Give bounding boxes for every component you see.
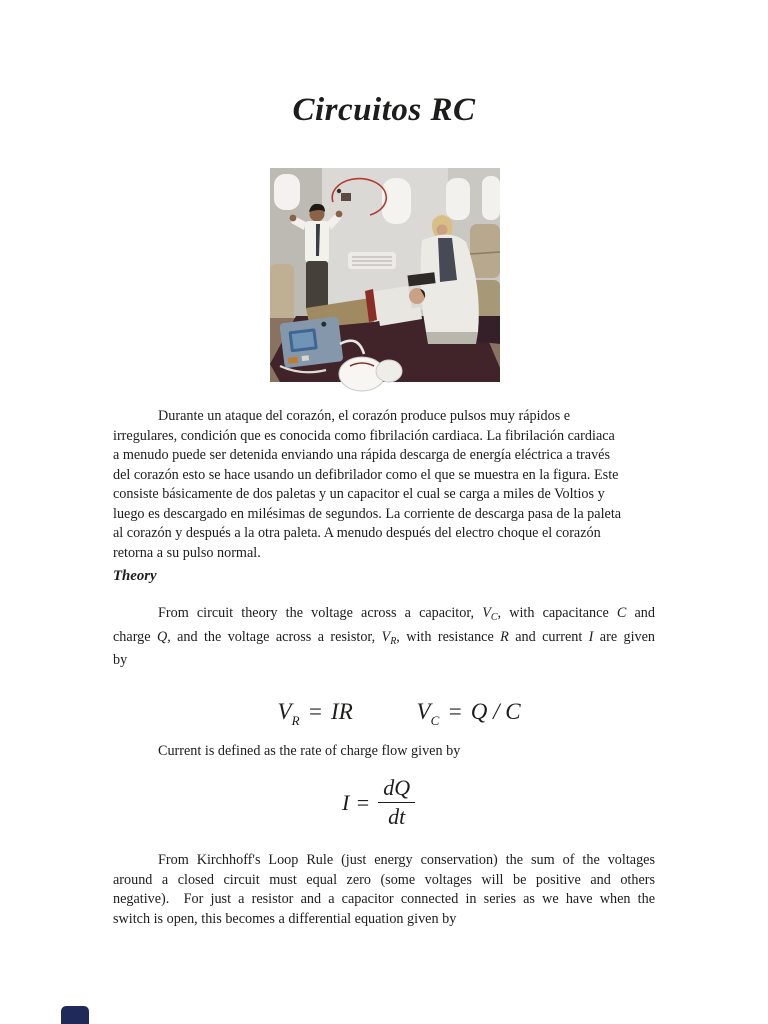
theory-heading: Theory [113, 568, 157, 584]
page-title: Circuitos RC [292, 92, 476, 128]
text-line: negative). For just a resistor and a capacitor connected in series as we have when the [113, 891, 655, 907]
equation-equals: = [355, 789, 371, 815]
text-line: consiste básicamente de dos paletas y un capacitor el cual se carga a miles de Voltios y [113, 486, 605, 502]
fraction-denominator: dt [388, 804, 406, 830]
equation-fraction [378, 776, 415, 829]
text-line: del corazón esto se hace usando un defibrilador como el que se muestra en la figura. Este [113, 466, 619, 483]
text-line: charge Q, and the voltage across a resistor, $V_R$, with resistance R and current I are given [113, 628, 656, 647]
equation-current-definition [342, 776, 415, 829]
text-line: luego es descargado en milésimas de segundos. La corriente de descarga pasa de la paleta [113, 505, 622, 522]
kirchhoff-paragraph [113, 851, 655, 929]
text-line: Durante un ataque del corazón, el corazón produce pulsos muy rápidos e [158, 408, 571, 424]
text-line: retorna a su pulso normal. [113, 544, 261, 561]
text-line: switch is open, this becomes a differential equation given by [113, 910, 457, 927]
photo-defibrillator [279, 316, 343, 368]
photo-paddle-bag [339, 357, 402, 391]
text-line: by [113, 652, 128, 668]
equation-capacitor-voltage: $V_C = Q / C$ [416, 699, 521, 728]
defibrillator-photo [270, 168, 500, 396]
current-definition-sentence [113, 742, 655, 762]
text-line: Current is defined as the rate of charge flow given by [158, 743, 461, 759]
text-line: a menudo puede ser detenida enviando una rápida descarga de energía eléctrica a través [113, 447, 610, 463]
partial-footer-logo [61, 1006, 89, 1024]
text-line: From Kirchhoff's Loop Rule (just energy conservation) the sum of the voltages [158, 852, 655, 868]
equation-resistor-voltage: $V_R$ = IR [277, 699, 353, 728]
equation-lhs: I [342, 789, 350, 815]
text-line: irregulares, condición que es conocida como fibrilación cardiaca. La fibrilación cardiaca [113, 427, 615, 444]
photo-illustration [270, 168, 500, 396]
fraction-numerator: dQ [378, 776, 415, 803]
intro-paragraph [113, 407, 655, 563]
text-line: From circuit theory the voltage across a capacitor, $V_C$, with capacitance C and [158, 605, 655, 623]
text-line: around a closed circuit must equal zero (some voltages will be positive and others [113, 871, 655, 888]
theory-paragraph [113, 604, 655, 671]
text-line: al corazón y después a la otra paleta. A menudo después del electro choque el corazón [113, 525, 601, 541]
